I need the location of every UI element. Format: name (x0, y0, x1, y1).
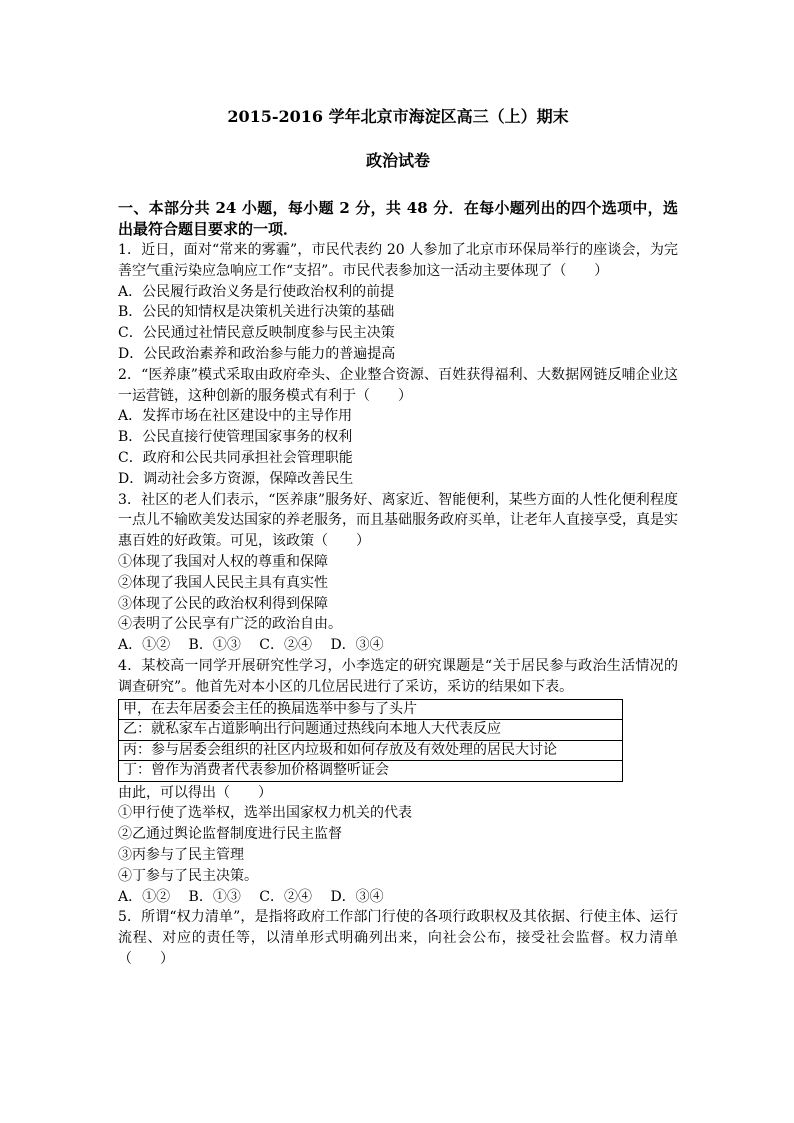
statement-3: ③体现了公民的政治权利得到保障 (118, 595, 328, 612)
exam-subtitle: 政治试卷 (365, 151, 430, 170)
question-2 (118, 365, 678, 490)
option-d: D．公民政治素养和政治参与能力的普遍提高 (118, 345, 396, 362)
statement-1: ①甲行使了选举权，选举出国家权力机关的代表 (118, 805, 412, 822)
option-b: B．公民直接行使管理国家事务的权利 (118, 429, 353, 446)
table-row (119, 740, 623, 761)
answer-choices: A．①② B．①③ C．②④ D．③④ (118, 888, 384, 905)
question-4 (118, 656, 678, 907)
statement-4: ④丁参与了民主决策。 (118, 867, 258, 884)
exam-title: 2015-2016 学年北京市海淀区高三（上）期末 (227, 107, 569, 126)
table-cell: 丙：参与居委会组织的社区内垃圾和如何存放及有效处理的居民大讨论 (119, 740, 623, 761)
question-stem: 2．“医养康”模式采取由政府牵头、企业整合资源、百姓获得福利、大数据网链反哺企业这一运营链，这种创新的服务模式有利于（ ） (118, 366, 678, 404)
table-row (119, 761, 623, 782)
option-a: A．公民履行政治义务是行使政治权利的前提 (118, 283, 395, 300)
statement-1: ①体现了我国对人权的尊重和保障 (118, 553, 328, 570)
option-c: C．公民通过社情民意反映制度参与民主决策 (118, 325, 395, 342)
question-stem: 5．所谓“权力清单”，是指将政府工作部门行使的各项行政职权及其依据、行使主体、运行流程、对应的责任等，以清单形式明确列出来，向社会公布，接受社会监督。权力清单（ ） (118, 909, 678, 967)
table-row (119, 699, 623, 720)
question-3 (118, 490, 678, 656)
option-c: C．政府和公民共同承担社会管理职能 (118, 449, 353, 466)
exam-page (118, 100, 678, 970)
table-cell: 乙：就私家车占道影响出行问题通过热线向本地人大代表反应 (119, 720, 623, 741)
question-5 (118, 907, 678, 969)
question-1 (118, 240, 678, 365)
conclusion-prompt: 由此，可以得出（ ） (118, 784, 272, 801)
section-heading: 一、本部分共 24 小题，每小题 2 分，共 48 分．在每小题列出的四个选项中，选出最符合题目要求的一项． (118, 199, 678, 238)
question-stem: 3．社区的老人们表示，“医养康”服务好、离家近、智能便利，某些方面的人性化便利程度一点儿不输欧美发达国家的养老服务，而且基础服务政府买单，让老年人直接享受，真是实惠百姓的好政策。可见，该政策（ ） (118, 491, 678, 550)
table-row (119, 720, 623, 741)
answer-choices: A．①② B．①③ C．②④ D．③④ (118, 637, 384, 654)
option-d: D．调动社会多方资源，保障改善民生 (118, 470, 354, 487)
option-a: A．发挥市场在社区建设中的主导作用 (118, 408, 353, 425)
question-stem: 4．某校高一同学开展研究性学习，小李选定的研究课题是“关于居民参与政治生活情况的调查研究”。他首先对本小区的几位居民进行了采访，采访的结果如下表。 (118, 657, 678, 695)
table-cell: 丁：曾作为消费者代表参加价格调整听证会 (119, 761, 623, 782)
question-stem: 1．近日，面对“常来的雾霾”，市民代表约 20 人参加了北京市环保局举行的座谈会，为完善空气重污染应急响应工作“支招”。市民代表参加这一活动主要体现了（ ） (118, 242, 678, 279)
option-b: B．公民的知情权是决策机关进行决策的基础 (118, 304, 395, 321)
statement-4: ④表明了公民享有广泛的政治自由。 (118, 616, 342, 633)
statement-2: ②体现了我国人民民主具有真实性 (118, 574, 328, 591)
table-cell: 甲，在去年居委会主任的换届选举中参与了头片 (119, 699, 623, 720)
statement-2: ②乙通过舆论监督制度进行民主监督 (118, 826, 342, 843)
statement-3: ③丙参与了民主管理 (118, 846, 244, 863)
interview-table (118, 699, 623, 782)
